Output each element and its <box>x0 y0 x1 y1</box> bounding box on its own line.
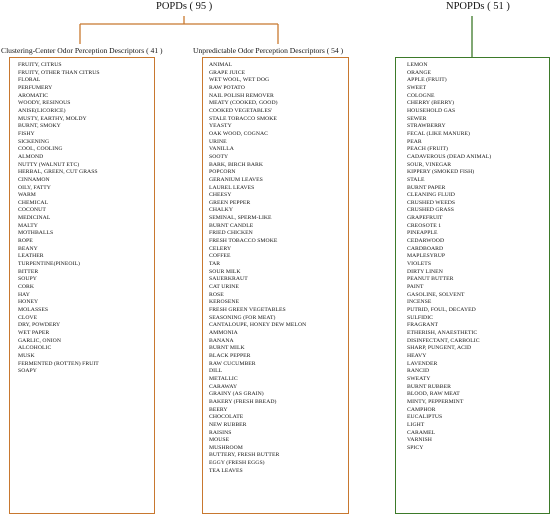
descriptor-item: HAY <box>18 291 30 298</box>
descriptor-item: BUTTERY, FRESH BUTTER <box>209 452 280 459</box>
descriptor-item: NUTTY (WALNUT ETC) <box>18 161 80 168</box>
descriptor-item: LAVENDER <box>407 360 438 367</box>
descriptor-item: CRUSHED WEEDS <box>407 199 456 206</box>
descriptor-item: NAIL POLISH REMOVER <box>209 92 274 99</box>
descriptor-item: CREOSOTE 1 <box>407 222 442 229</box>
descriptor-item: MEATY (COOKED, GOOD) <box>209 100 278 107</box>
descriptor-item: COOKED VEGETABLES' <box>209 107 273 114</box>
descriptor-item: COLOGNE <box>407 92 435 99</box>
descriptor-item: CARAWAY <box>209 383 238 390</box>
descriptor-item: ALCOHOLIC <box>18 345 52 352</box>
descriptor-item: CHALKY <box>209 207 233 214</box>
descriptor-item: PEANUT BUTTER <box>407 276 454 283</box>
descriptor-item: TURPENTINE(PINEOIL) <box>18 261 80 268</box>
descriptor-item: RAW CUCUMBER <box>209 360 256 367</box>
descriptor-item: AROMATIC <box>18 92 49 99</box>
descriptor-item: GRAINY (AS GRAIN) <box>209 391 264 398</box>
descriptor-item: GERANIUM LEAVES <box>209 176 263 183</box>
descriptor-item: STRAWBERRY <box>407 123 446 130</box>
descriptor-item: CAT URINE <box>209 284 239 291</box>
descriptor-item: FRUITY, OTHER THAN CITRUS <box>18 69 100 76</box>
descriptor-item: MAPLESYRUP <box>407 253 446 260</box>
descriptor-item: DRY, POWDERY <box>18 322 61 329</box>
descriptor-item: CORK <box>18 284 35 291</box>
clustering-center-title: Clustering-Center Odor Perception Descriptors ( 41 ) <box>1 46 163 55</box>
descriptor-item: VARNISH <box>407 437 432 444</box>
descriptor-item: BARK, BIRCH BARK <box>209 161 264 168</box>
descriptor-item: HOUSEHOLD GAS <box>407 107 456 114</box>
descriptor-item: PAINT <box>407 284 424 291</box>
descriptor-item: COFFEE <box>209 253 231 260</box>
descriptor-item: ALMOND <box>18 153 44 160</box>
descriptor-item: POPCORN <box>209 169 236 176</box>
npopds-title: NPOPDs ( 51 ) <box>446 1 510 12</box>
descriptor-item: WET WOOL, WET DOG <box>209 77 270 84</box>
descriptor-item: LEMON <box>407 62 428 68</box>
descriptor-item: FRESH TOBACCO SMOKE <box>209 238 278 245</box>
descriptor-item: MUSTY, EARTHY, MOLDY <box>18 115 87 122</box>
descriptor-item: MUSK <box>18 352 35 359</box>
descriptor-item: SOUR, VINEGAR <box>407 161 452 168</box>
descriptor-item: SOUR MILK <box>209 268 241 275</box>
descriptor-item: CHERRY (BERRY) <box>407 100 455 107</box>
descriptor-item: EGGY (FRESH EGGS) <box>209 460 265 467</box>
descriptor-item: STALE TOBACCO SMOKE <box>209 115 277 122</box>
descriptor-item: SAUERKRAUT <box>209 276 248 283</box>
descriptor-item: AMMONIA <box>209 329 238 336</box>
descriptor-item: MALTY <box>18 222 38 229</box>
descriptor-item: PERFUMERY <box>18 84 53 91</box>
descriptor-item: SEMINAL, SPERM-LIKE <box>209 215 272 222</box>
descriptor-item: PEACH (FRUIT) <box>407 146 448 153</box>
descriptor-item: FISHY <box>18 130 35 137</box>
descriptor-item: BURNT MILK <box>209 345 245 352</box>
descriptor-item: OAK WOOD, COGNAC <box>209 130 268 137</box>
descriptor-item: GREEN PEPPER <box>209 199 251 206</box>
descriptor-item: NEW RUBBER <box>209 421 247 428</box>
descriptor-item: SOUPY <box>18 276 37 283</box>
descriptor-item: RAISINS <box>209 429 232 436</box>
descriptor-item: EUCALIPTUS <box>407 414 443 421</box>
descriptor-item: GRAPEFRUIT <box>407 215 443 222</box>
descriptor-item: HEAVY <box>407 352 427 359</box>
descriptor-item: SOAPY <box>18 368 37 375</box>
descriptor-item: SHARP, PUNGENT, ACID <box>407 345 472 352</box>
descriptor-item: LIGHT <box>407 421 425 428</box>
descriptor-item: CADAVEROUS (DEAD ANIMAL) <box>407 153 492 160</box>
descriptor-item: RANCID <box>407 368 430 375</box>
descriptor-item: BLOOD, RAW MEAT <box>407 391 460 398</box>
descriptor-item: LAUREL LEAVES <box>209 184 255 191</box>
descriptor-item: BURNT, SMOKY <box>18 123 61 130</box>
descriptor-item: VANILLA <box>209 146 234 153</box>
descriptor-item: METALLIC <box>209 375 238 382</box>
descriptor-item: KIPPERY (SMOKED FISH) <box>407 169 475 176</box>
descriptor-item: MOTHBALLS <box>18 230 54 237</box>
descriptor-item: CLEANING FLUID <box>407 192 455 199</box>
descriptor-item: OILY, FATTY <box>18 184 51 191</box>
descriptor-item: FRESH GREEN VEGETABLES <box>209 307 286 313</box>
descriptor-item: FRUITY, CITRUS <box>18 62 62 68</box>
clustering-center-list <box>18 62 100 376</box>
descriptor-item: CEDARWOOD <box>407 238 445 245</box>
popds-title: POPDs ( 95 ) <box>156 1 213 12</box>
descriptor-item: YEASTY <box>209 123 232 130</box>
descriptor-item: WET PAPER <box>18 329 50 336</box>
descriptor-item: CHOCOLATE <box>209 414 244 421</box>
descriptor-item: SWEATY <box>407 375 431 382</box>
descriptor-item: CHEMICAL <box>18 199 49 206</box>
descriptor-item: WOODY, RESINOUS <box>18 100 71 107</box>
descriptor-item: CRUSHED GRASS <box>407 207 454 214</box>
descriptor-item: CARDBOARD <box>407 245 444 252</box>
descriptor-item: FRAGRANT <box>407 322 439 329</box>
descriptor-item: HERBAL, GREEN, CUT GRASS <box>18 169 98 176</box>
descriptor-item: CELERY <box>209 245 232 252</box>
descriptor-item: RAW POTATO <box>209 84 245 91</box>
descriptor-item: SWEET <box>407 84 427 91</box>
descriptor-item: MUSHROOM <box>209 444 243 451</box>
descriptor-item: TAR <box>209 261 221 268</box>
descriptor-item: MINTY, PEPPERMINT <box>407 398 464 405</box>
descriptor-item: SICKENING <box>18 138 50 145</box>
descriptor-item: MEDICINAL <box>18 215 51 222</box>
descriptor-item: MOLASSES <box>18 307 49 313</box>
descriptor-item: BURNT PAPER <box>407 184 446 191</box>
descriptor-item: BURNT RUBBER <box>407 383 451 390</box>
descriptor-item: VIOLETS <box>407 261 432 268</box>
descriptor-item: ANISE(LICORICE) <box>18 107 66 114</box>
descriptor-item: SULFIDIC <box>407 314 433 321</box>
descriptor-item: LEATHER <box>18 253 44 260</box>
descriptor-item: BURNT CANDLE <box>209 222 254 229</box>
descriptor-item: SOOTY <box>209 153 229 160</box>
descriptor-item: BEANY <box>18 245 38 252</box>
descriptor-item: BLACK PEPPER <box>209 352 251 359</box>
descriptor-item: ORANGE <box>407 69 431 76</box>
descriptor-item: FERMENTED (ROTTEN) FRUIT <box>18 360 99 367</box>
descriptor-item: BAKERY (FRESH BREAD) <box>209 398 277 405</box>
descriptor-item: SPICY <box>407 444 424 451</box>
descriptor-item: APPLE (FRUIT) <box>407 77 447 84</box>
descriptor-item: CHEESY <box>209 192 232 199</box>
descriptor-item: CARAMEL <box>407 429 436 436</box>
descriptor-item: PEAR <box>407 138 422 145</box>
descriptor-item: ANIMAL <box>209 62 233 68</box>
descriptor-item: URINE <box>209 138 227 145</box>
descriptor-item: COCONUT <box>18 207 46 214</box>
descriptor-item: CANTALOUPE, HONEY DEW MELON <box>209 322 307 329</box>
npopds-list <box>407 62 491 452</box>
unpredictable-title: Unpredictable Odor Perception Descriptors ( 54 ) <box>193 46 344 55</box>
descriptor-item: ROPE <box>18 238 33 245</box>
descriptor-item: KEROSENE <box>209 299 240 306</box>
descriptor-item: GRAPE JUICE <box>209 69 246 76</box>
descriptor-item: BITTER <box>18 268 39 275</box>
descriptor-item: BANANA <box>209 337 234 344</box>
descriptor-item: MOUSE <box>209 437 230 444</box>
descriptor-item: CLOVE <box>18 314 38 321</box>
descriptor-item: SEWER <box>407 115 427 122</box>
descriptor-item: GASOLINE, SOLVENT <box>407 291 465 298</box>
unpredictable-list <box>209 62 306 475</box>
descriptor-item: PINEAPPLE <box>407 230 438 237</box>
descriptor-item: DIRTY LINEN <box>407 268 443 275</box>
descriptor-item: GARLIC, ONION <box>18 337 61 344</box>
descriptor-item: FECAL (LIKE MANURE) <box>407 130 470 137</box>
descriptor-item: DILL <box>209 368 223 375</box>
descriptor-item: BEERY <box>209 406 228 413</box>
descriptor-item: ETHERISH, ANAESTHETIC <box>407 329 478 336</box>
descriptor-item: COOL, COOLING <box>18 146 63 153</box>
descriptor-item: WARM <box>18 192 36 199</box>
descriptor-item: DISINFECTANT, CARBOLIC <box>407 337 480 344</box>
descriptor-item: INCENSE <box>407 299 432 306</box>
descriptor-item: CINNAMON <box>18 176 50 183</box>
descriptor-item: ROSE <box>209 291 224 298</box>
descriptor-item: CAMPHOR <box>407 406 436 413</box>
descriptor-item: STALE <box>407 176 425 183</box>
descriptor-item: SEASONING (FOR MEAT) <box>209 314 276 321</box>
descriptor-item: PUTRID, FOUL, DECAYED <box>407 307 476 313</box>
descriptor-item: HONEY <box>18 299 39 306</box>
descriptor-item: TEA LEAVES <box>209 467 243 474</box>
descriptor-item: FLORAL <box>18 77 41 84</box>
descriptor-item: FRIED CHICKEN <box>209 230 253 237</box>
